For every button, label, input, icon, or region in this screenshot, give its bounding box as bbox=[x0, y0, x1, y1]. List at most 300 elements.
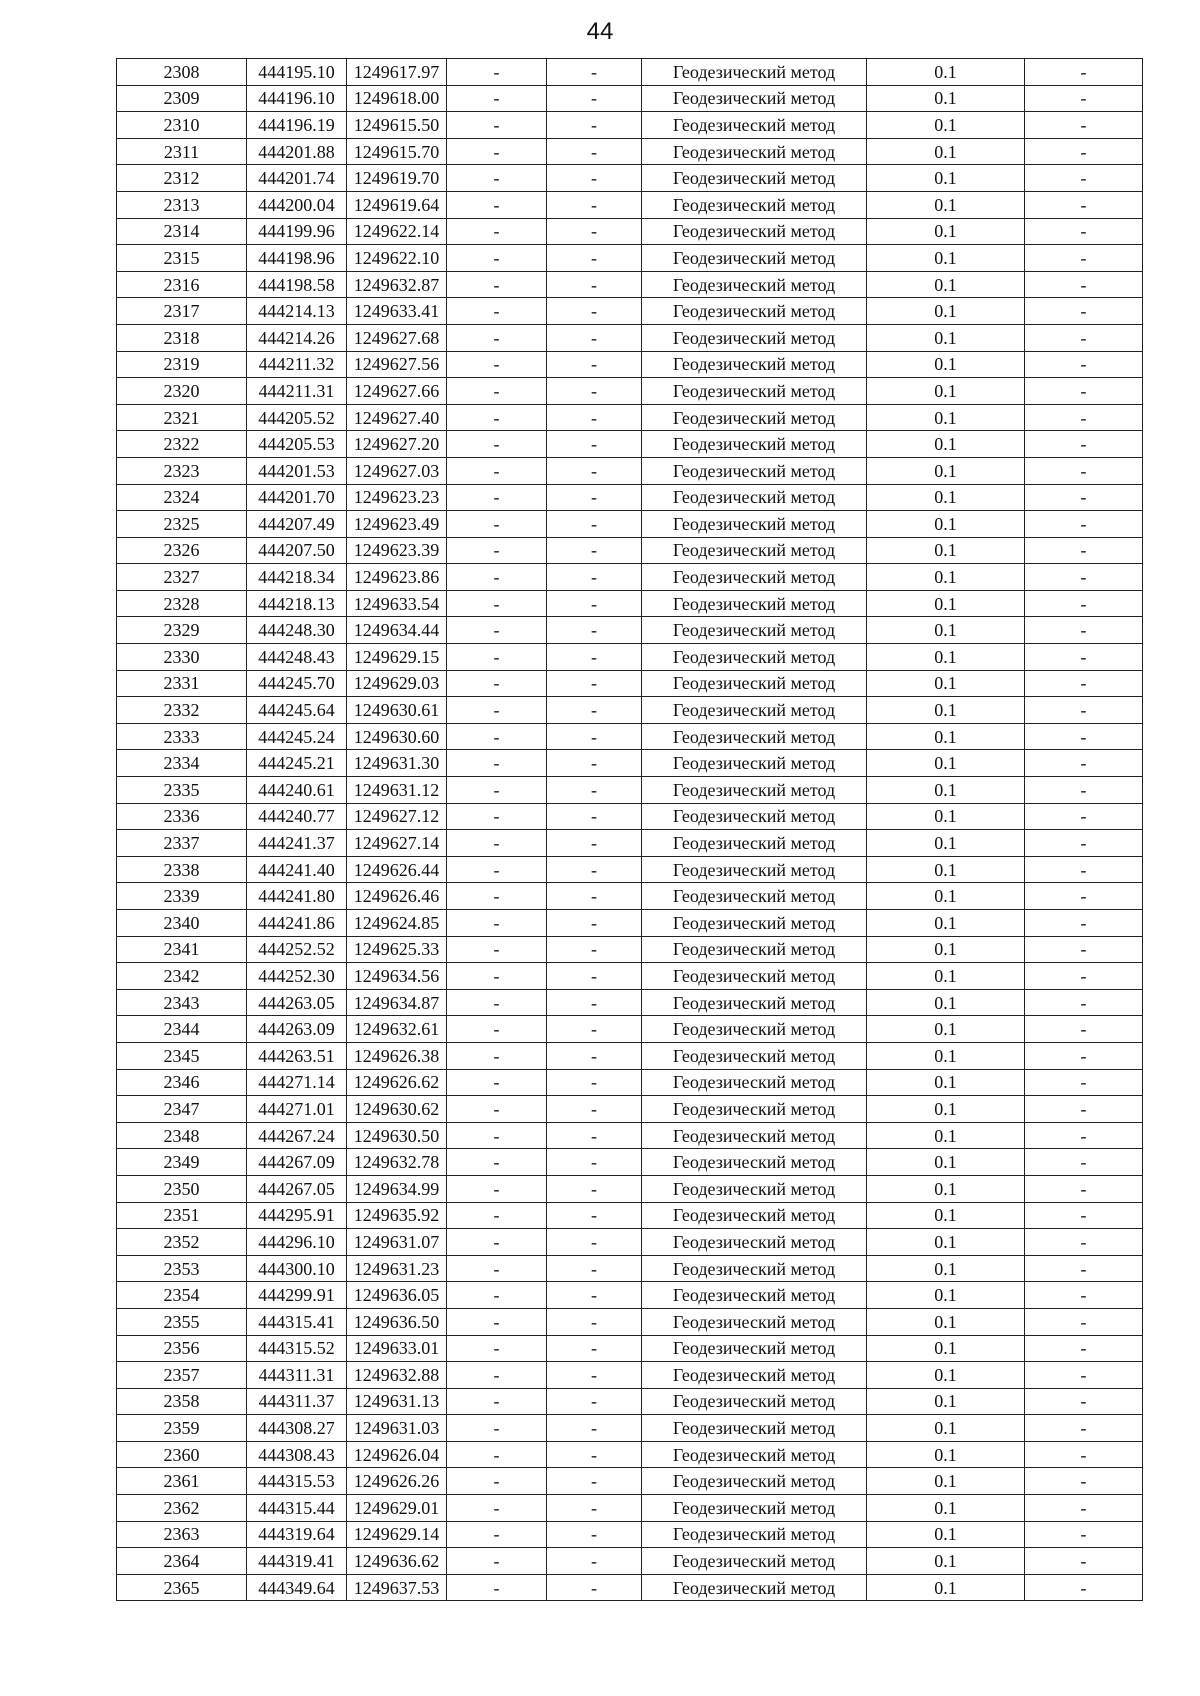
dash-cell-2: - bbox=[547, 1069, 642, 1096]
y-coordinate-cell: 1249636.62 bbox=[347, 1548, 447, 1575]
point-number-cell: 2319 bbox=[117, 351, 247, 378]
dash-cell-2: - bbox=[547, 1548, 642, 1575]
table-row bbox=[117, 617, 1143, 644]
table-row bbox=[117, 431, 1143, 458]
dash-cell-1: - bbox=[447, 1441, 547, 1468]
y-coordinate-cell: 1249626.46 bbox=[347, 883, 447, 910]
point-number-cell: 2351 bbox=[117, 1202, 247, 1229]
table-row bbox=[117, 644, 1143, 671]
x-coordinate-cell: 444319.41 bbox=[247, 1548, 347, 1575]
dash-cell-1: - bbox=[447, 431, 547, 458]
dash-cell-1: - bbox=[447, 298, 547, 325]
y-coordinate-cell: 1249627.66 bbox=[347, 378, 447, 405]
point-number-cell: 2345 bbox=[117, 1042, 247, 1069]
method-cell: Геодезический метод bbox=[642, 1229, 867, 1256]
x-coordinate-cell: 444315.44 bbox=[247, 1495, 347, 1522]
x-coordinate-cell: 444241.37 bbox=[247, 830, 347, 857]
table-row bbox=[117, 324, 1143, 351]
accuracy-cell: 0.1 bbox=[867, 883, 1025, 910]
method-cell: Геодезический метод bbox=[642, 537, 867, 564]
dash-cell-3: - bbox=[1025, 590, 1143, 617]
table-row bbox=[117, 1149, 1143, 1176]
dash-cell-1: - bbox=[447, 590, 547, 617]
dash-cell-1: - bbox=[447, 989, 547, 1016]
x-coordinate-cell: 444214.26 bbox=[247, 324, 347, 351]
dash-cell-2: - bbox=[547, 856, 642, 883]
method-cell: Геодезический метод bbox=[642, 165, 867, 192]
dash-cell-2: - bbox=[547, 298, 642, 325]
table-row bbox=[117, 1521, 1143, 1548]
point-number-cell: 2363 bbox=[117, 1521, 247, 1548]
x-coordinate-cell: 444198.96 bbox=[247, 245, 347, 272]
point-number-cell: 2364 bbox=[117, 1548, 247, 1575]
x-coordinate-cell: 444241.80 bbox=[247, 883, 347, 910]
y-coordinate-cell: 1249630.60 bbox=[347, 723, 447, 750]
dash-cell-1: - bbox=[447, 324, 547, 351]
point-number-cell: 2326 bbox=[117, 537, 247, 564]
point-number-cell: 2357 bbox=[117, 1362, 247, 1389]
method-cell: Геодезический метод bbox=[642, 963, 867, 990]
dash-cell-2: - bbox=[547, 803, 642, 830]
dash-cell-3: - bbox=[1025, 963, 1143, 990]
y-coordinate-cell: 1249634.99 bbox=[347, 1175, 447, 1202]
accuracy-cell: 0.1 bbox=[867, 1042, 1025, 1069]
dash-cell-3: - bbox=[1025, 883, 1143, 910]
x-coordinate-cell: 444214.13 bbox=[247, 298, 347, 325]
method-cell: Геодезический метод bbox=[642, 750, 867, 777]
x-coordinate-cell: 444263.09 bbox=[247, 1016, 347, 1043]
table-row bbox=[117, 112, 1143, 139]
dash-cell-2: - bbox=[547, 324, 642, 351]
dash-cell-3: - bbox=[1025, 191, 1143, 218]
dash-cell-2: - bbox=[547, 670, 642, 697]
dash-cell-2: - bbox=[547, 1282, 642, 1309]
dash-cell-2: - bbox=[547, 1441, 642, 1468]
y-coordinate-cell: 1249623.49 bbox=[347, 511, 447, 538]
table-row bbox=[117, 537, 1143, 564]
y-coordinate-cell: 1249632.78 bbox=[347, 1149, 447, 1176]
x-coordinate-cell: 444267.05 bbox=[247, 1175, 347, 1202]
y-coordinate-cell: 1249634.56 bbox=[347, 963, 447, 990]
method-cell: Геодезический метод bbox=[642, 1282, 867, 1309]
dash-cell-3: - bbox=[1025, 165, 1143, 192]
x-coordinate-cell: 444248.43 bbox=[247, 644, 347, 671]
dash-cell-1: - bbox=[447, 484, 547, 511]
dash-cell-3: - bbox=[1025, 697, 1143, 724]
dash-cell-3: - bbox=[1025, 1415, 1143, 1442]
point-number-cell: 2332 bbox=[117, 697, 247, 724]
y-coordinate-cell: 1249617.97 bbox=[347, 59, 447, 86]
x-coordinate-cell: 444245.70 bbox=[247, 670, 347, 697]
point-number-cell: 2352 bbox=[117, 1229, 247, 1256]
dash-cell-3: - bbox=[1025, 1069, 1143, 1096]
accuracy-cell: 0.1 bbox=[867, 750, 1025, 777]
x-coordinate-cell: 444252.52 bbox=[247, 936, 347, 963]
dash-cell-1: - bbox=[447, 1282, 547, 1309]
dash-cell-3: - bbox=[1025, 750, 1143, 777]
y-coordinate-cell: 1249630.50 bbox=[347, 1122, 447, 1149]
dash-cell-2: - bbox=[547, 1574, 642, 1601]
method-cell: Геодезический метод bbox=[642, 511, 867, 538]
dash-cell-1: - bbox=[447, 1149, 547, 1176]
x-coordinate-cell: 444296.10 bbox=[247, 1229, 347, 1256]
x-coordinate-cell: 444315.41 bbox=[247, 1308, 347, 1335]
dash-cell-1: - bbox=[447, 777, 547, 804]
x-coordinate-cell: 444263.05 bbox=[247, 989, 347, 1016]
y-coordinate-cell: 1249627.56 bbox=[347, 351, 447, 378]
table-row bbox=[117, 1016, 1143, 1043]
method-cell: Геодезический метод bbox=[642, 1574, 867, 1601]
dash-cell-1: - bbox=[447, 1122, 547, 1149]
table-row bbox=[117, 165, 1143, 192]
dash-cell-2: - bbox=[547, 830, 642, 857]
page-number: 44 bbox=[586, 18, 614, 45]
table-row bbox=[117, 1096, 1143, 1123]
method-cell: Геодезический метод bbox=[642, 1308, 867, 1335]
table-row bbox=[117, 564, 1143, 591]
method-cell: Геодезический метод bbox=[642, 617, 867, 644]
accuracy-cell: 0.1 bbox=[867, 1096, 1025, 1123]
table-row bbox=[117, 351, 1143, 378]
dash-cell-2: - bbox=[547, 1388, 642, 1415]
accuracy-cell: 0.1 bbox=[867, 1282, 1025, 1309]
table-row bbox=[117, 511, 1143, 538]
table-row bbox=[117, 723, 1143, 750]
dash-cell-1: - bbox=[447, 404, 547, 431]
y-coordinate-cell: 1249622.14 bbox=[347, 218, 447, 245]
dash-cell-3: - bbox=[1025, 298, 1143, 325]
accuracy-cell: 0.1 bbox=[867, 484, 1025, 511]
y-coordinate-cell: 1249619.64 bbox=[347, 191, 447, 218]
table-row bbox=[117, 1069, 1143, 1096]
dash-cell-1: - bbox=[447, 1495, 547, 1522]
point-number-cell: 2308 bbox=[117, 59, 247, 86]
accuracy-cell: 0.1 bbox=[867, 963, 1025, 990]
table-row bbox=[117, 1229, 1143, 1256]
method-cell: Геодезический метод bbox=[642, 1255, 867, 1282]
point-number-cell: 2341 bbox=[117, 936, 247, 963]
dash-cell-3: - bbox=[1025, 138, 1143, 165]
y-coordinate-cell: 1249633.01 bbox=[347, 1335, 447, 1362]
table-row bbox=[117, 1548, 1143, 1575]
dash-cell-2: - bbox=[547, 1149, 642, 1176]
method-cell: Геодезический метод bbox=[642, 1548, 867, 1575]
x-coordinate-cell: 444311.37 bbox=[247, 1388, 347, 1415]
table-row bbox=[117, 191, 1143, 218]
accuracy-cell: 0.1 bbox=[867, 85, 1025, 112]
method-cell: Геодезический метод bbox=[642, 1495, 867, 1522]
method-cell: Геодезический метод bbox=[642, 1335, 867, 1362]
method-cell: Геодезический метод bbox=[642, 777, 867, 804]
y-coordinate-cell: 1249636.50 bbox=[347, 1308, 447, 1335]
y-coordinate-cell: 1249630.61 bbox=[347, 697, 447, 724]
table-row bbox=[117, 1468, 1143, 1495]
method-cell: Геодезический метод bbox=[642, 1149, 867, 1176]
point-number-cell: 2358 bbox=[117, 1388, 247, 1415]
dash-cell-2: - bbox=[547, 564, 642, 591]
coordinates-table bbox=[116, 58, 1143, 1601]
dash-cell-3: - bbox=[1025, 1308, 1143, 1335]
dash-cell-2: - bbox=[547, 989, 642, 1016]
dash-cell-2: - bbox=[547, 1335, 642, 1362]
x-coordinate-cell: 444252.30 bbox=[247, 963, 347, 990]
method-cell: Геодезический метод bbox=[642, 351, 867, 378]
method-cell: Геодезический метод bbox=[642, 936, 867, 963]
x-coordinate-cell: 444211.32 bbox=[247, 351, 347, 378]
dash-cell-3: - bbox=[1025, 910, 1143, 937]
dash-cell-2: - bbox=[547, 484, 642, 511]
table-row bbox=[117, 1362, 1143, 1389]
method-cell: Геодезический метод bbox=[642, 910, 867, 937]
x-coordinate-cell: 444295.91 bbox=[247, 1202, 347, 1229]
point-number-cell: 2354 bbox=[117, 1282, 247, 1309]
dash-cell-1: - bbox=[447, 1521, 547, 1548]
table-row bbox=[117, 1335, 1143, 1362]
y-coordinate-cell: 1249634.44 bbox=[347, 617, 447, 644]
accuracy-cell: 0.1 bbox=[867, 644, 1025, 671]
point-number-cell: 2342 bbox=[117, 963, 247, 990]
dash-cell-2: - bbox=[547, 883, 642, 910]
table-row bbox=[117, 1042, 1143, 1069]
dash-cell-1: - bbox=[447, 1175, 547, 1202]
point-number-cell: 2316 bbox=[117, 271, 247, 298]
table-row bbox=[117, 1388, 1143, 1415]
accuracy-cell: 0.1 bbox=[867, 218, 1025, 245]
y-coordinate-cell: 1249632.87 bbox=[347, 271, 447, 298]
method-cell: Геодезический метод bbox=[642, 856, 867, 883]
x-coordinate-cell: 444263.51 bbox=[247, 1042, 347, 1069]
y-coordinate-cell: 1249632.88 bbox=[347, 1362, 447, 1389]
point-number-cell: 2322 bbox=[117, 431, 247, 458]
accuracy-cell: 0.1 bbox=[867, 564, 1025, 591]
x-coordinate-cell: 444205.52 bbox=[247, 404, 347, 431]
dash-cell-2: - bbox=[547, 59, 642, 86]
dash-cell-3: - bbox=[1025, 245, 1143, 272]
dash-cell-2: - bbox=[547, 910, 642, 937]
dash-cell-3: - bbox=[1025, 378, 1143, 405]
x-coordinate-cell: 444205.53 bbox=[247, 431, 347, 458]
accuracy-cell: 0.1 bbox=[867, 1335, 1025, 1362]
table-row bbox=[117, 856, 1143, 883]
y-coordinate-cell: 1249631.03 bbox=[347, 1415, 447, 1442]
method-cell: Геодезический метод bbox=[642, 1388, 867, 1415]
dash-cell-1: - bbox=[447, 803, 547, 830]
table-row bbox=[117, 298, 1143, 325]
accuracy-cell: 0.1 bbox=[867, 1149, 1025, 1176]
method-cell: Геодезический метод bbox=[642, 1175, 867, 1202]
accuracy-cell: 0.1 bbox=[867, 351, 1025, 378]
table-row bbox=[117, 670, 1143, 697]
method-cell: Геодезический метод bbox=[642, 590, 867, 617]
dash-cell-1: - bbox=[447, 1016, 547, 1043]
accuracy-cell: 0.1 bbox=[867, 1574, 1025, 1601]
x-coordinate-cell: 444198.58 bbox=[247, 271, 347, 298]
point-number-cell: 2356 bbox=[117, 1335, 247, 1362]
method-cell: Геодезический метод bbox=[642, 1362, 867, 1389]
accuracy-cell: 0.1 bbox=[867, 803, 1025, 830]
dash-cell-2: - bbox=[547, 351, 642, 378]
y-coordinate-cell: 1249631.12 bbox=[347, 777, 447, 804]
x-coordinate-cell: 444319.64 bbox=[247, 1521, 347, 1548]
x-coordinate-cell: 444311.31 bbox=[247, 1362, 347, 1389]
table-row bbox=[117, 590, 1143, 617]
accuracy-cell: 0.1 bbox=[867, 1441, 1025, 1468]
accuracy-cell: 0.1 bbox=[867, 1308, 1025, 1335]
x-coordinate-cell: 444240.77 bbox=[247, 803, 347, 830]
y-coordinate-cell: 1249631.23 bbox=[347, 1255, 447, 1282]
y-coordinate-cell: 1249637.53 bbox=[347, 1574, 447, 1601]
dash-cell-2: - bbox=[547, 1016, 642, 1043]
dash-cell-1: - bbox=[447, 1415, 547, 1442]
dash-cell-2: - bbox=[547, 1468, 642, 1495]
dash-cell-1: - bbox=[447, 218, 547, 245]
point-number-cell: 2331 bbox=[117, 670, 247, 697]
dash-cell-3: - bbox=[1025, 1548, 1143, 1575]
dash-cell-3: - bbox=[1025, 777, 1143, 804]
accuracy-cell: 0.1 bbox=[867, 590, 1025, 617]
method-cell: Геодезический метод bbox=[642, 1202, 867, 1229]
dash-cell-3: - bbox=[1025, 1175, 1143, 1202]
y-coordinate-cell: 1249630.62 bbox=[347, 1096, 447, 1123]
dash-cell-3: - bbox=[1025, 1122, 1143, 1149]
dash-cell-1: - bbox=[447, 1255, 547, 1282]
x-coordinate-cell: 444308.27 bbox=[247, 1415, 347, 1442]
point-number-cell: 2344 bbox=[117, 1016, 247, 1043]
x-coordinate-cell: 444245.64 bbox=[247, 697, 347, 724]
x-coordinate-cell: 444300.10 bbox=[247, 1255, 347, 1282]
point-number-cell: 2338 bbox=[117, 856, 247, 883]
dash-cell-2: - bbox=[547, 165, 642, 192]
method-cell: Геодезический метод bbox=[642, 324, 867, 351]
point-number-cell: 2350 bbox=[117, 1175, 247, 1202]
dash-cell-2: - bbox=[547, 1096, 642, 1123]
dash-cell-2: - bbox=[547, 617, 642, 644]
point-number-cell: 2337 bbox=[117, 830, 247, 857]
point-number-cell: 2365 bbox=[117, 1574, 247, 1601]
method-cell: Геодезический метод bbox=[642, 1096, 867, 1123]
y-coordinate-cell: 1249627.68 bbox=[347, 324, 447, 351]
point-number-cell: 2361 bbox=[117, 1468, 247, 1495]
point-number-cell: 2324 bbox=[117, 484, 247, 511]
dash-cell-2: - bbox=[547, 191, 642, 218]
point-number-cell: 2355 bbox=[117, 1308, 247, 1335]
dash-cell-1: - bbox=[447, 750, 547, 777]
table-row bbox=[117, 1202, 1143, 1229]
dash-cell-3: - bbox=[1025, 484, 1143, 511]
dash-cell-2: - bbox=[547, 537, 642, 564]
y-coordinate-cell: 1249629.15 bbox=[347, 644, 447, 671]
x-coordinate-cell: 444240.61 bbox=[247, 777, 347, 804]
method-cell: Геодезический метод bbox=[642, 378, 867, 405]
dash-cell-2: - bbox=[547, 1042, 642, 1069]
accuracy-cell: 0.1 bbox=[867, 112, 1025, 139]
table-row bbox=[117, 378, 1143, 405]
point-number-cell: 2348 bbox=[117, 1122, 247, 1149]
dash-cell-3: - bbox=[1025, 351, 1143, 378]
dash-cell-3: - bbox=[1025, 1362, 1143, 1389]
method-cell: Геодезический метод bbox=[642, 989, 867, 1016]
method-cell: Геодезический метод bbox=[642, 85, 867, 112]
method-cell: Геодезический метод bbox=[642, 298, 867, 325]
x-coordinate-cell: 444299.91 bbox=[247, 1282, 347, 1309]
dash-cell-3: - bbox=[1025, 936, 1143, 963]
y-coordinate-cell: 1249627.20 bbox=[347, 431, 447, 458]
table-row bbox=[117, 1255, 1143, 1282]
dash-cell-1: - bbox=[447, 511, 547, 538]
point-number-cell: 2334 bbox=[117, 750, 247, 777]
dash-cell-1: - bbox=[447, 1574, 547, 1601]
dash-cell-1: - bbox=[447, 1468, 547, 1495]
point-number-cell: 2310 bbox=[117, 112, 247, 139]
x-coordinate-cell: 444207.50 bbox=[247, 537, 347, 564]
x-coordinate-cell: 444267.24 bbox=[247, 1122, 347, 1149]
dash-cell-2: - bbox=[547, 1255, 642, 1282]
method-cell: Геодезический метод bbox=[642, 245, 867, 272]
accuracy-cell: 0.1 bbox=[867, 457, 1025, 484]
method-cell: Геодезический метод bbox=[642, 830, 867, 857]
dash-cell-3: - bbox=[1025, 271, 1143, 298]
dash-cell-3: - bbox=[1025, 1495, 1143, 1522]
x-coordinate-cell: 444245.24 bbox=[247, 723, 347, 750]
accuracy-cell: 0.1 bbox=[867, 165, 1025, 192]
point-number-cell: 2360 bbox=[117, 1441, 247, 1468]
method-cell: Геодезический метод bbox=[642, 1042, 867, 1069]
accuracy-cell: 0.1 bbox=[867, 404, 1025, 431]
point-number-cell: 2327 bbox=[117, 564, 247, 591]
y-coordinate-cell: 1249633.41 bbox=[347, 298, 447, 325]
accuracy-cell: 0.1 bbox=[867, 298, 1025, 325]
dash-cell-2: - bbox=[547, 1308, 642, 1335]
point-number-cell: 2336 bbox=[117, 803, 247, 830]
dash-cell-2: - bbox=[547, 431, 642, 458]
dash-cell-2: - bbox=[547, 963, 642, 990]
dash-cell-3: - bbox=[1025, 803, 1143, 830]
point-number-cell: 2349 bbox=[117, 1149, 247, 1176]
x-coordinate-cell: 444195.10 bbox=[247, 59, 347, 86]
dash-cell-1: - bbox=[447, 271, 547, 298]
dash-cell-1: - bbox=[447, 537, 547, 564]
dash-cell-1: - bbox=[447, 963, 547, 990]
dash-cell-2: - bbox=[547, 1521, 642, 1548]
point-number-cell: 2340 bbox=[117, 910, 247, 937]
dash-cell-1: - bbox=[447, 457, 547, 484]
method-cell: Геодезический метод bbox=[642, 138, 867, 165]
dash-cell-3: - bbox=[1025, 1521, 1143, 1548]
y-coordinate-cell: 1249627.14 bbox=[347, 830, 447, 857]
dash-cell-2: - bbox=[547, 1362, 642, 1389]
point-number-cell: 2359 bbox=[117, 1415, 247, 1442]
accuracy-cell: 0.1 bbox=[867, 670, 1025, 697]
dash-cell-2: - bbox=[547, 1415, 642, 1442]
y-coordinate-cell: 1249627.40 bbox=[347, 404, 447, 431]
dash-cell-3: - bbox=[1025, 1202, 1143, 1229]
dash-cell-3: - bbox=[1025, 617, 1143, 644]
table-row bbox=[117, 777, 1143, 804]
dash-cell-2: - bbox=[547, 1122, 642, 1149]
method-cell: Геодезический метод bbox=[642, 723, 867, 750]
table-row bbox=[117, 1175, 1143, 1202]
table-row bbox=[117, 1441, 1143, 1468]
dash-cell-3: - bbox=[1025, 1149, 1143, 1176]
dash-cell-3: - bbox=[1025, 457, 1143, 484]
x-coordinate-cell: 444200.04 bbox=[247, 191, 347, 218]
x-coordinate-cell: 444201.53 bbox=[247, 457, 347, 484]
table-body bbox=[117, 59, 1143, 1601]
dash-cell-3: - bbox=[1025, 537, 1143, 564]
y-coordinate-cell: 1249631.30 bbox=[347, 750, 447, 777]
accuracy-cell: 0.1 bbox=[867, 1175, 1025, 1202]
accuracy-cell: 0.1 bbox=[867, 856, 1025, 883]
